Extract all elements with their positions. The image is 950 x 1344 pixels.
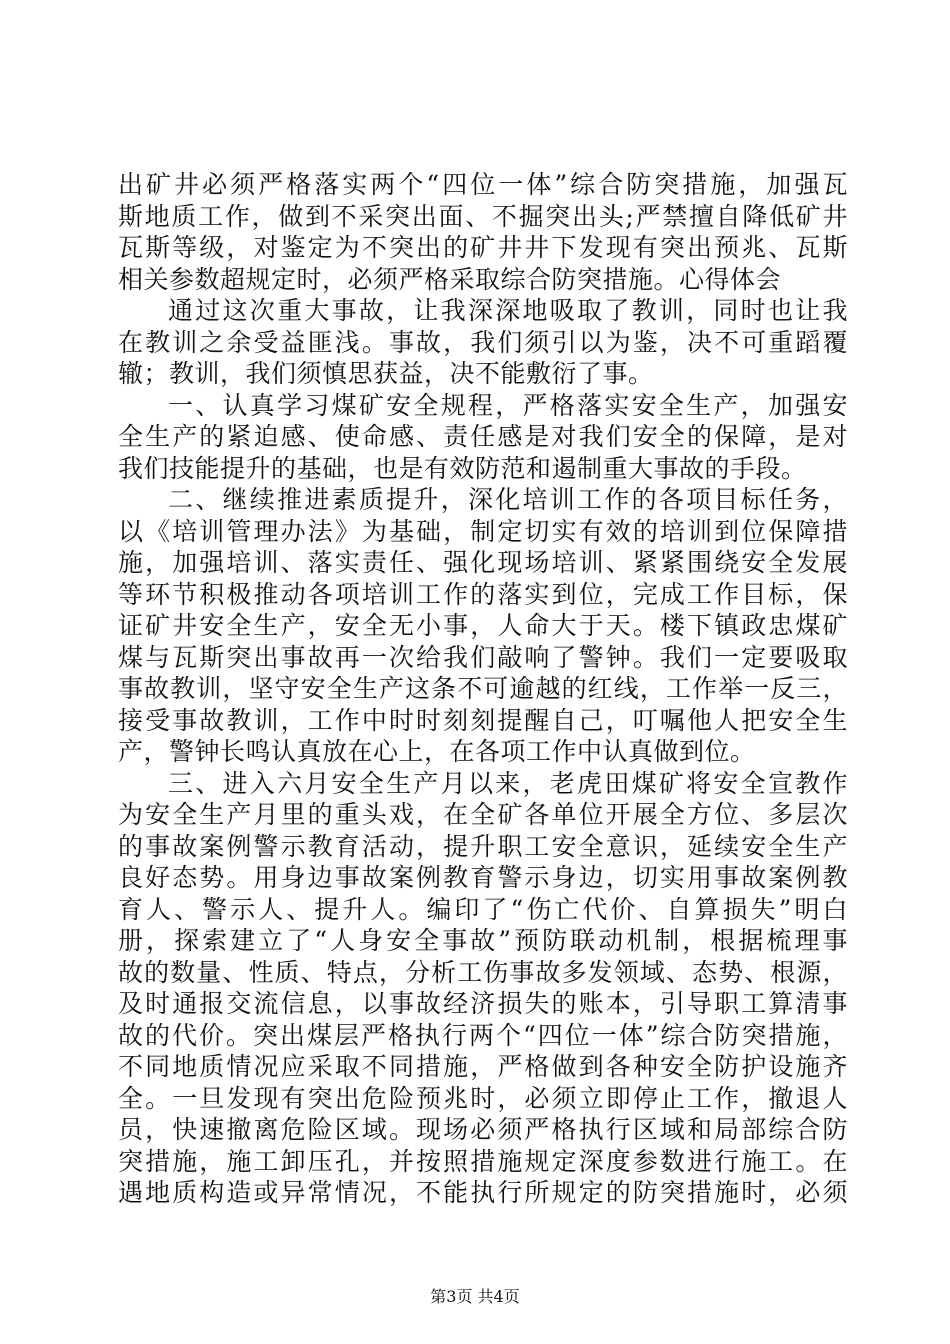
text-line: 三、进入六月安全生产月以来，老虎田煤矿将安全宣教作 bbox=[168, 768, 848, 798]
text-line: 辙；教训，我们须慎思获益，决不能敷衍了事。 bbox=[118, 359, 654, 388]
text-line: 及时通报交流信息，以事故经济损失的账本，引导职工算清事 bbox=[118, 989, 848, 1018]
text-line: 以《培训管理办法》为基础，制定切实有效的培训到位保障措 bbox=[118, 516, 848, 546]
text-line: 员，快速撤离危险区域。现场必须严格执行区域和局部综合防 bbox=[118, 1115, 848, 1144]
text-line: 事故教训，坚守安全生产这条不可逾越的红线，工作举一反三， bbox=[118, 674, 848, 703]
text-line: 故的数量、性质、特点，分析工伤事故多发领域、态势、根源， bbox=[118, 957, 848, 987]
text-line: 故的代价。突出煤层严格执行两个“四位一体”综合防突措施， bbox=[118, 1020, 848, 1050]
text-line: 在教训之余受益匪浅。事故，我们须引以为鉴，决不可重蹈覆 bbox=[118, 327, 848, 357]
text-line: 育人、警示人、提升人。编印了“伤亡代价、自算损失”明白 bbox=[118, 894, 848, 924]
text-line: 等环节积极推动各项培训工作的落实到位，完成工作目标，保 bbox=[118, 579, 848, 609]
text-line: 产，警钟长鸣认真放在心上，在各项工作中认真做到位。 bbox=[118, 737, 756, 766]
page-footer: 第3页 共4页 bbox=[430, 1287, 520, 1306]
text-line: 通过这次重大事故，让我深深地吸取了教训，同时也让我 bbox=[168, 296, 848, 325]
text-line: 全。一旦发现有突出危险预兆时，必须立即停止工作，撤退人 bbox=[118, 1083, 848, 1113]
text-line: 相关参数超规定时，必须严格采取综合防突措施。心得体会 bbox=[118, 264, 782, 294]
text-line: 突措施，施工卸压孔，并按照措施规定深度参数进行施工。在 bbox=[118, 1146, 848, 1176]
text-line: 二、继续推进素质提升，深化培训工作的各项目标任务， bbox=[168, 485, 848, 514]
text-line: 全生产的紧迫感、使命感、责任感是对我们安全的保障，是对 bbox=[118, 422, 848, 451]
text-line: 良好态势。用身边事故案例教育警示身边，切实用事故案例教 bbox=[118, 863, 848, 892]
text-line: 斯地质工作，做到不采突出面、不掘突出头;严禁擅自降低矿井 bbox=[118, 201, 848, 231]
text-line: 煤与瓦斯突出事故再一次给我们敲响了警钟。我们一定要吸取 bbox=[118, 642, 848, 672]
text-line: 一、认真学习煤矿安全规程，严格落实安全生产，加强安 bbox=[168, 390, 848, 420]
text-line: 不同地质情况应采取不同措施，严格做到各种安全防护设施齐 bbox=[118, 1052, 848, 1081]
text-line: 我们技能提升的基础，也是有效防范和遏制重大事故的手段。 bbox=[118, 453, 807, 483]
text-line: 册，探索建立了“人身安全事故”预防联动机制，根据梳理事 bbox=[118, 926, 848, 955]
text-line: 接受事故教训，工作中时时刻刻提醒自己，叮嘱他人把安全生 bbox=[118, 705, 848, 735]
text-line: 为安全生产月里的重头戏，在全矿各单位开展全方位、多层次 bbox=[118, 800, 848, 829]
document-body bbox=[118, 169, 848, 1209]
text-line: 施，加强培训、落实责任、强化现场培训、紧紧围绕安全发展 bbox=[118, 548, 848, 577]
text-line: 遇地质构造或异常情况，不能执行所规定的防突措施时，必须 bbox=[118, 1178, 848, 1207]
text-line: 的事故案例警示教育活动，提升职工安全意识，延续安全生产 bbox=[118, 831, 848, 861]
text-line: 出矿井必须严格落实两个“四位一体”综合防突措施，加强瓦 bbox=[118, 170, 848, 199]
text-line: 证矿井安全生产，安全无小事，人命大于天。楼下镇政忠煤矿 bbox=[118, 611, 848, 640]
text-line: 瓦斯等级，对鉴定为不突出的矿井井下发现有突出预兆、瓦斯 bbox=[118, 233, 848, 262]
